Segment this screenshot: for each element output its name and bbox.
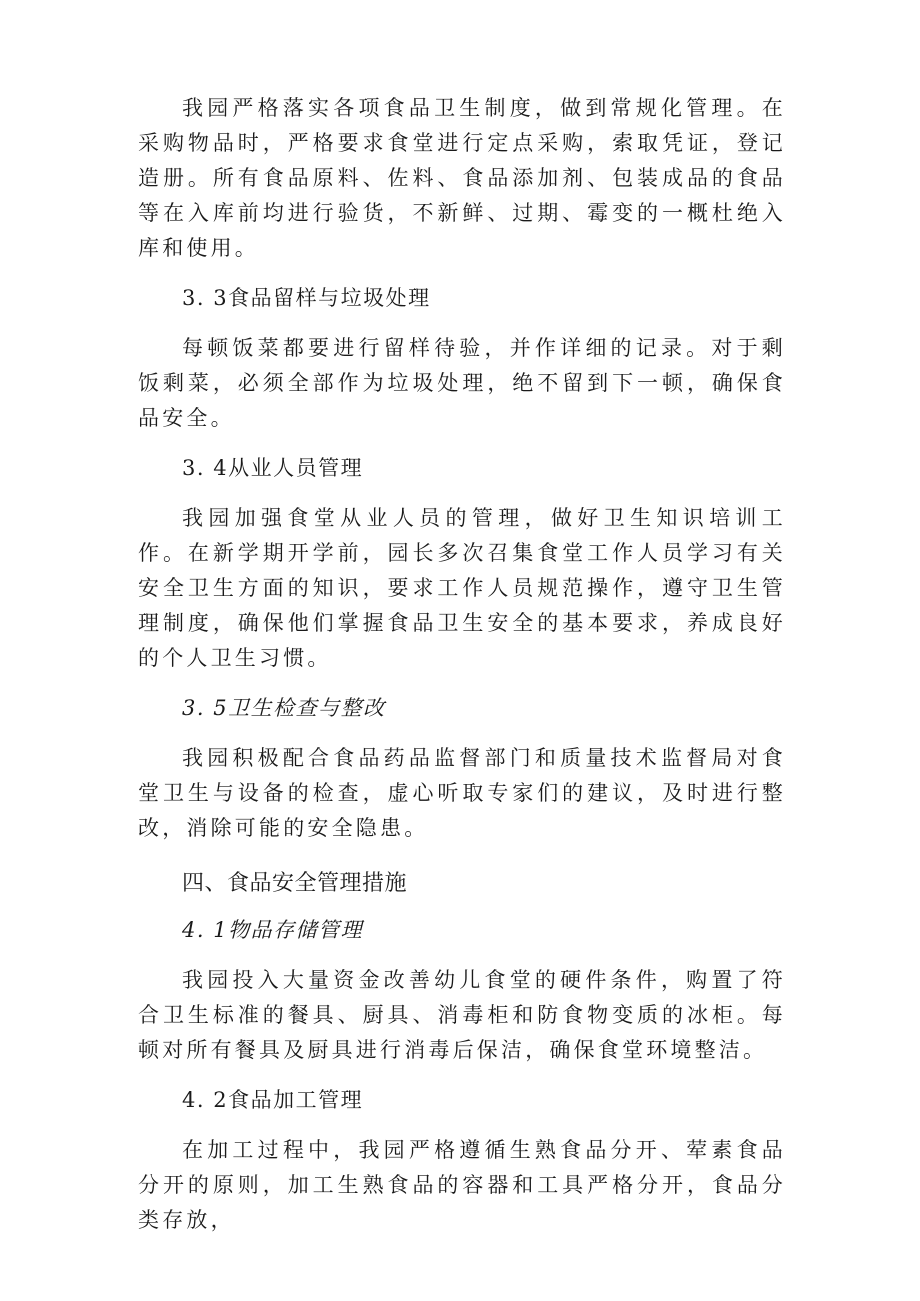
paragraph-food-hygiene-system: 我园严格落实各项食品卫生制度，做到常规化管理。在采购物品时，严格要求食堂进行定点采购，索取凭证，登记造册。所有食品原料、佐料、食品添加剂、包装成品的食品等在入库前均进行验货，不新鲜、过期、霉变的一概杜绝入库和使用。 <box>138 96 786 260</box>
subheading-3-5: 3. 5卫生检查与整改 <box>182 696 386 720</box>
paragraph-processing-management: 在加工过程中，我园严格遵循生熟食品分开、荤素食品分开的原则，加工生熟食品的容器和工具严格分开，食品分类存放， <box>138 1138 786 1232</box>
paragraph-inspection-rectification: 我园积极配合食品药品监督部门和质量技术监督局对食堂卫生与设备的检查，虚心听取专家们的建议，及时进行整改，消除可能的安全隐患。 <box>138 746 786 840</box>
subheading-4-2: 4. 2食品加工管理 <box>182 1088 364 1112</box>
document-body <box>138 91 786 1238</box>
subheading-3-4: 3. 4从业人员管理 <box>182 456 364 480</box>
subheading-4-1: 4. 1物品存储管理 <box>182 918 364 942</box>
paragraph-storage-management: 我园投入大量资金改善幼儿食堂的硬件条件，购置了符合卫生标准的餐具、厨具、消毒柜和防食物变质的冰柜。每顿对所有餐具及厨具进行消毒后保洁，确保食堂环境整洁。 <box>138 968 786 1062</box>
section-heading-4: 四、食品安全管理措施 <box>182 871 408 896</box>
subheading-3-3: 3. 3食品留样与垃圾处理 <box>182 286 431 310</box>
paragraph-staff-management: 我园加强食堂从业人员的管理，做好卫生知识培训工作。在新学期开学前，园长多次召集食堂工作人员学习有关安全卫生方面的知识，要求工作人员规范操作，遵守卫生管理制度，确保他们掌握食品卫生安全的基本要求，养成良好的个人卫生习惯。 <box>138 506 786 670</box>
paragraph-sample-retention: 每顿饭菜都要进行留样待验，并作详细的记录。对于剩饭剩菜，必须全部作为垃圾处理，绝不留到下一顿，确保食品安全。 <box>138 336 786 430</box>
